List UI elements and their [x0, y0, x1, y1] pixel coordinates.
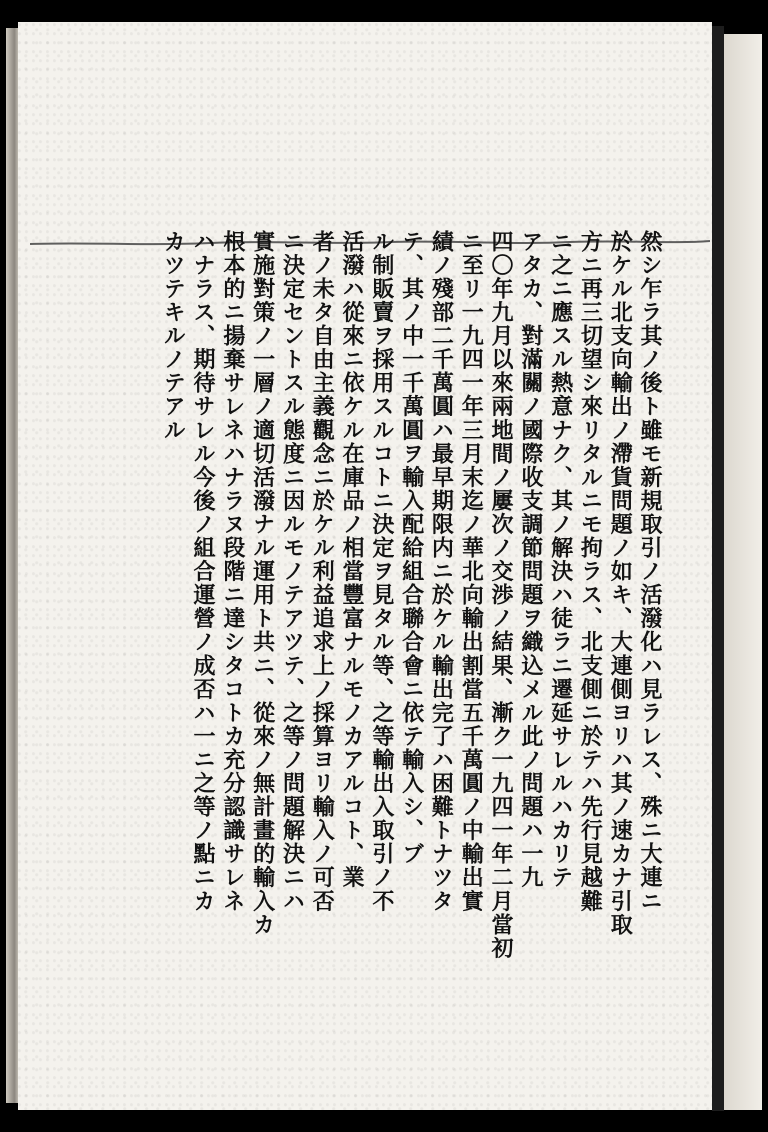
text-column: 然シ乍ラ其ノ後ト雖モ新規取引ノ活潑化ハ見ラレス、殊ニ大連ニ: [637, 230, 663, 913]
text-column: アタカ、對滿關ノ國際收支調節問題ヲ織込メル此ノ問題ハ一九: [517, 230, 544, 890]
text-column: ニ決定セントスル態度ニ因ルモノテアツテ、之等ノ問題解決ニハ: [279, 230, 306, 913]
text-column: ハナラス、期待サレル今後ノ組合運營ノ成否ハ一ニ之等ノ點ニカ: [190, 230, 217, 913]
text-column: テ、其ノ中一千萬圓ヲ輸入配給組合聯合會ニ依テ輸入シ、ブ: [398, 230, 425, 866]
text-column: ニ至リ一九四一年三月末迄ノ華北向輸出割當五千萬圓ノ中輸出實: [458, 230, 485, 913]
vertical-text-body: [84, 230, 664, 1030]
text-column: 方ニ再三切望シ來リタルニモ拘ラス、北支側ニ於テハ先行見越難: [577, 230, 604, 913]
text-column: ル制販賣ヲ採用スルコトニ決定ヲ見タル等、之等輸出入取引ノ不: [368, 230, 395, 913]
text-column: ニ之ニ應スル熱意ナク、其ノ解決ハ徒ラニ遷延サレルハカリテ: [547, 230, 574, 890]
text-column: 者ノ未タ自由主義觀念ニ於ケル利益追求上ノ採算ヨリ輸入ノ可否: [309, 230, 336, 913]
text-column: カツテキルノテアル: [160, 230, 187, 442]
text-column: 於ケル北支向輸出ノ滯貨問題ノ如キ、大連側ヨリハ其ノ速カナ引取: [607, 230, 634, 937]
text-column: 實施對策ノ一層ノ適切活潑ナル運用ト共ニ、從來ノ無計畫的輸入カ: [249, 230, 276, 937]
text-column: 四〇年九月以來兩地間ノ屢次ノ交渉ノ結果、漸ク一九四一年二月當初: [488, 230, 515, 961]
adjacent-page-edge: [724, 34, 762, 1110]
text-column: 績ノ殘部二千萬圓ハ最早期限内ニ於ケル輸出完了ハ困難トナツタ: [428, 230, 455, 913]
book-gutter-right: [712, 26, 724, 1111]
text-column: 根本的ニ揚棄サレネハナラヌ段階ニ達シタコトカ充分認識サレネ: [219, 230, 246, 913]
text-column: 活潑ハ從來ニ依ケル在庫品ノ相當豐富ナルモノカアルコト、業: [339, 230, 366, 890]
